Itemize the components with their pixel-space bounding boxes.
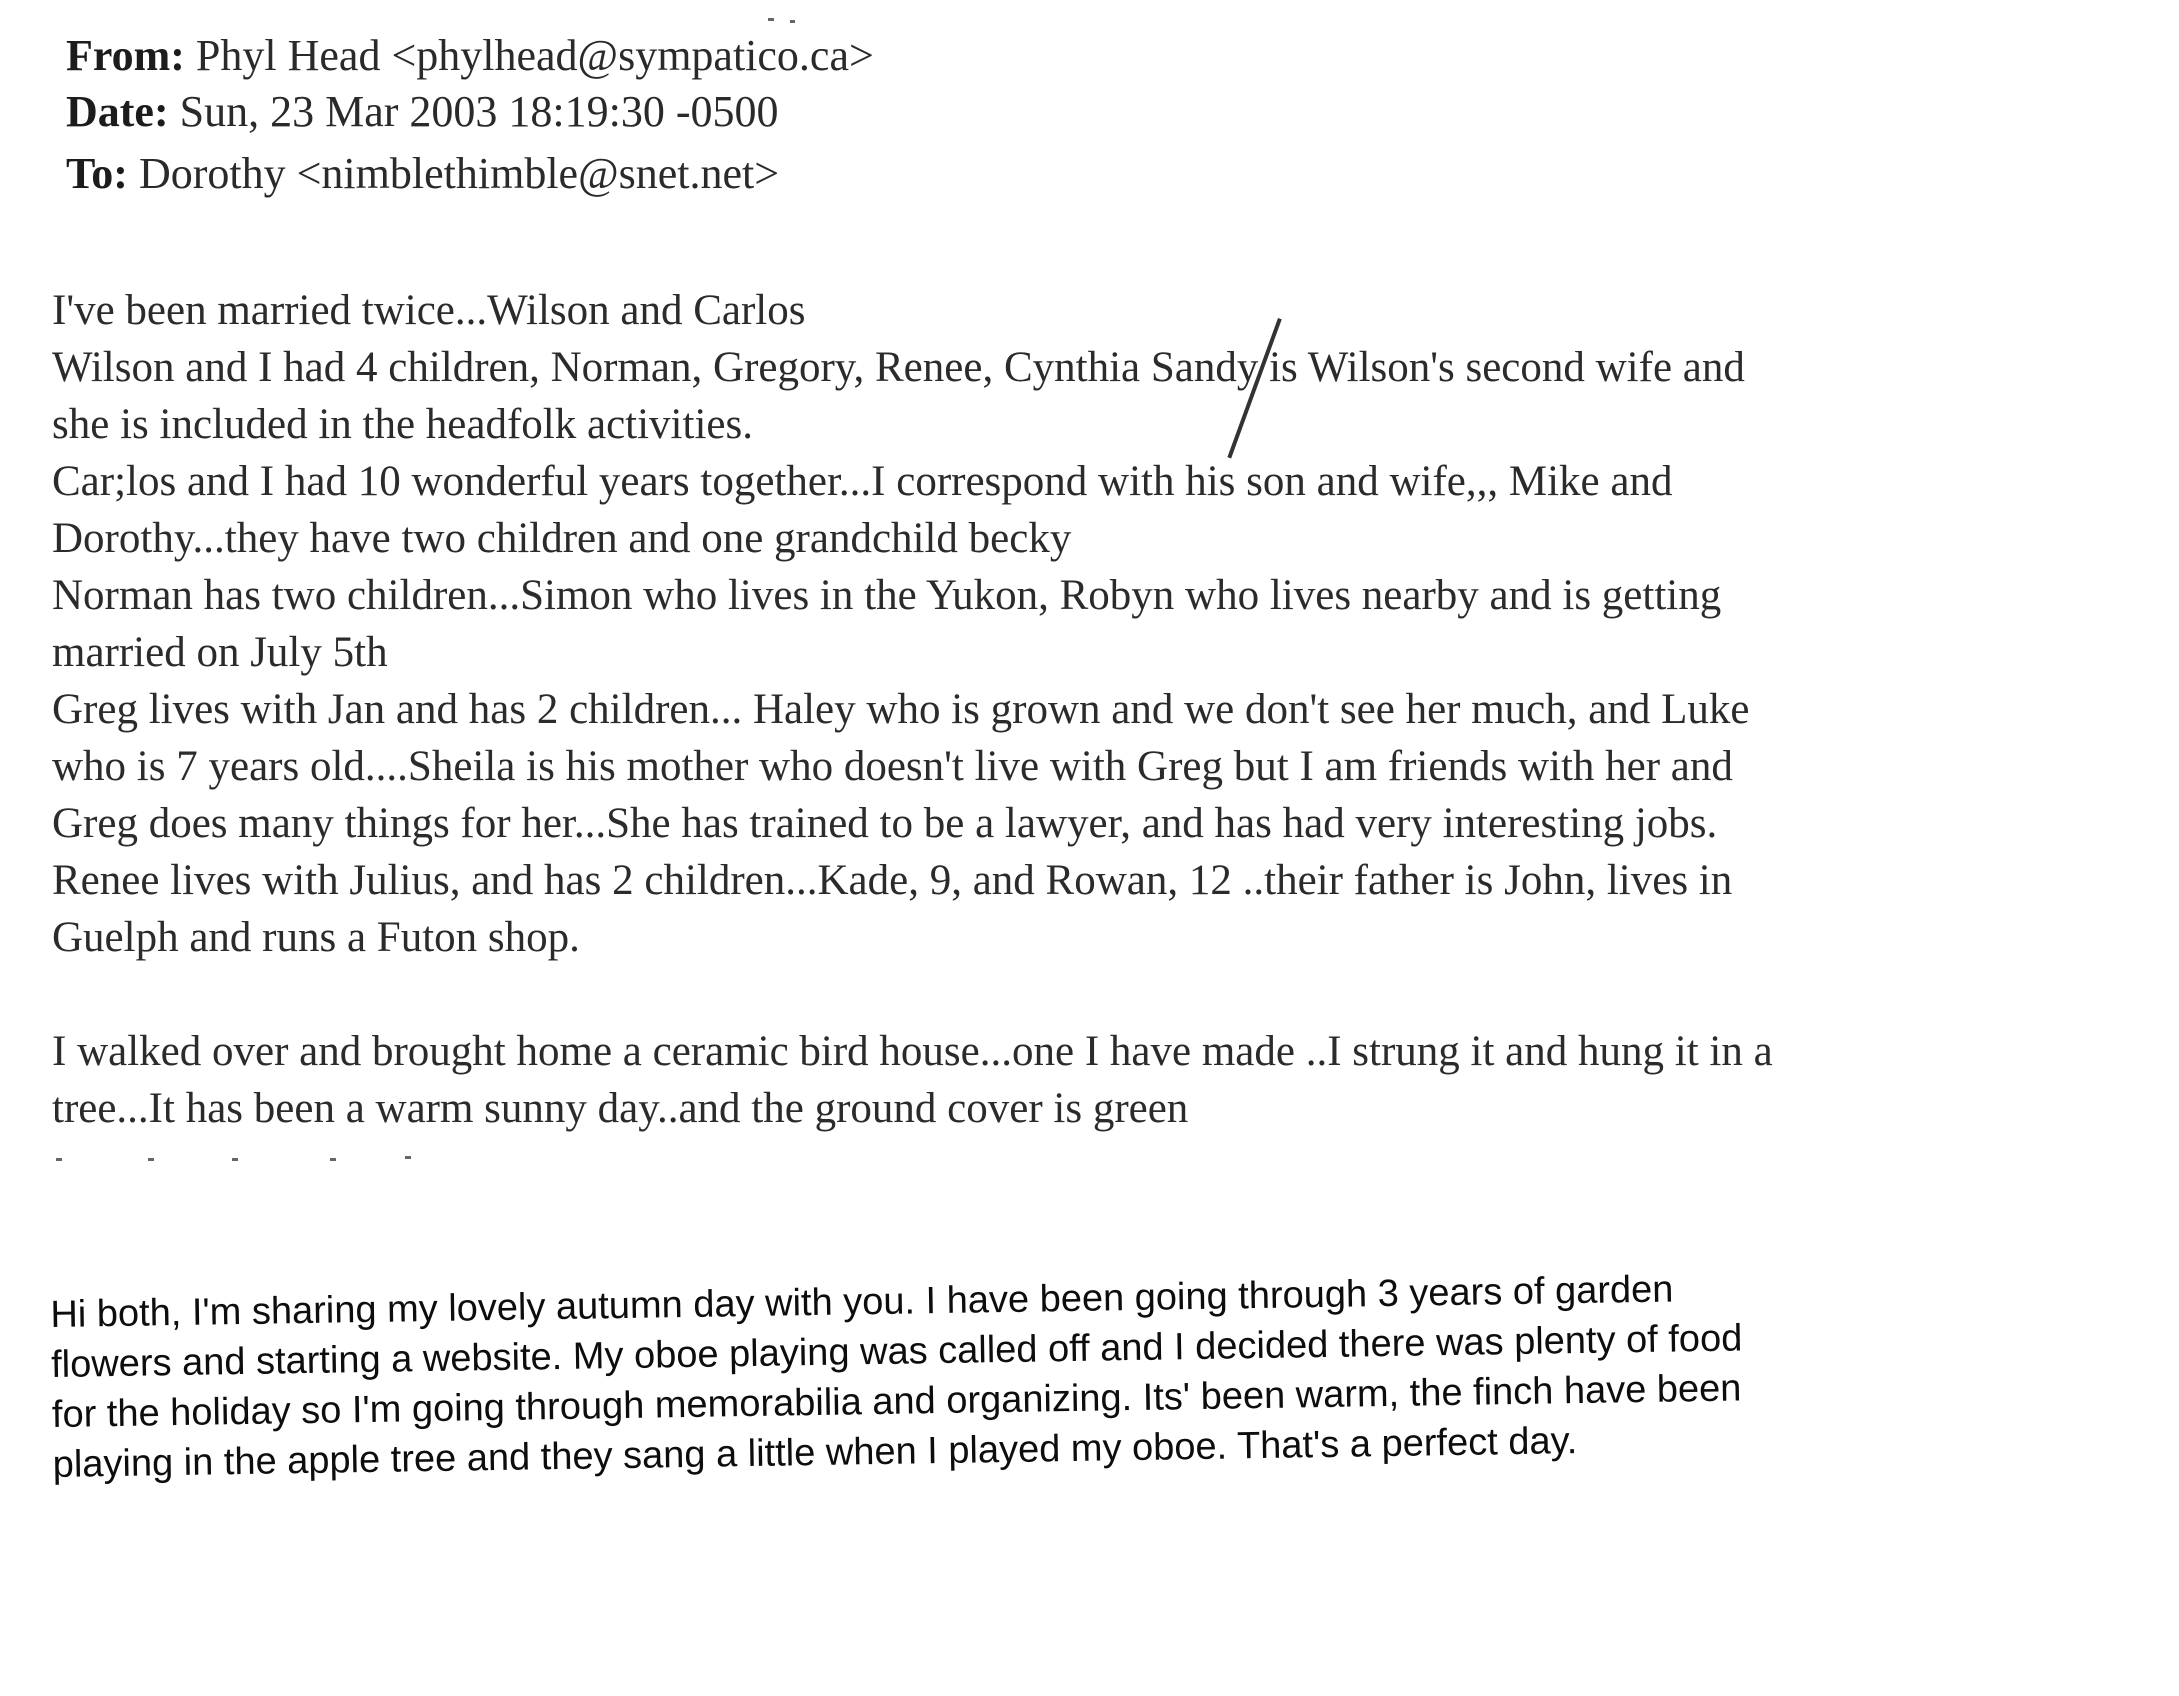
body-line: Greg does many things for her...She has trained to be a lawyer, and has had very interesting jobs. — [52, 800, 1718, 847]
to-row — [66, 146, 874, 202]
scan-speck — [330, 1158, 336, 1161]
scan-speck — [232, 1158, 238, 1161]
body-line: Dorothy...they have two children and one grandchild becky — [52, 515, 1072, 562]
body-line: tree...It has been a warm sunny day..and the ground cover is green — [52, 1085, 1189, 1132]
date-label: Date: — [66, 87, 169, 136]
body-line: Car;los and I had 10 wonderful years together...I correspond with his son and wife,,, Mike and — [52, 458, 1673, 505]
date-row — [66, 84, 874, 140]
body-line: I've been married twice...Wilson and Carlos — [52, 287, 806, 334]
body-line: who is 7 years old....Sheila is his mother who doesn't live with Greg but I am friends with her and — [52, 743, 1733, 790]
from-value: Phyl Head <phylhead@sympatico.ca> — [195, 31, 874, 80]
note-line: for the holiday so I'm going through memorabilia and organizing. Its' been warm, the finch have been — [51, 1367, 1742, 1436]
to-value: Dorothy <nimblethimble@snet.net> — [138, 149, 780, 198]
to-label: To: — [66, 149, 128, 198]
body-line: Guelph and runs a Futon shop. — [52, 914, 580, 961]
email-body — [52, 282, 2092, 1137]
body-line: I walked over and brought home a ceramic bird house...one I have made ..I strung it and hung it in a — [52, 1028, 1773, 1075]
body-line: Renee lives with Julius, and has 2 children...Kade, 9, and Rowan, 12 ..their father is John, lives in — [52, 857, 1733, 904]
handwritten-note-typed — [50, 1263, 1744, 1490]
from-row — [66, 28, 874, 84]
note-line: flowers and starting a website. My oboe playing was called off and I decided there was plenty of food — [50, 1317, 1743, 1386]
email-headers — [66, 28, 874, 202]
from-label: From: — [66, 31, 185, 80]
note-line: Hi both, I'm sharing my lovely autumn day with you. I have been going through 3 years of garden — [50, 1268, 1674, 1336]
body-line: Greg lives with Jan and has 2 children... Haley who is grown and we don't see her much, and Luke — [52, 686, 1750, 733]
scan-speck — [56, 1158, 62, 1161]
note-line: playing in the apple tree and they sang a little when I played my oboe. That's a perfect day. — [52, 1420, 1578, 1486]
body-line: married on July 5th — [52, 629, 388, 676]
scan-speck — [405, 1156, 411, 1159]
body-line: Wilson and I had 4 children, Norman, Gregory, Renee, Cynthia Sandy is Wilson's second wife and — [52, 344, 1745, 391]
paragraph-gap — [52, 966, 2092, 1023]
body-line: she is included in the headfolk activities. — [52, 401, 753, 448]
scan-speck — [790, 20, 795, 23]
body-line: Norman has two children...Simon who lives in the Yukon, Robyn who lives nearby and is getting — [52, 572, 1722, 619]
date-value: Sun, 23 Mar 2003 18:19:30 -0500 — [179, 87, 779, 136]
scan-speck — [768, 18, 774, 21]
scan-speck — [148, 1158, 154, 1161]
